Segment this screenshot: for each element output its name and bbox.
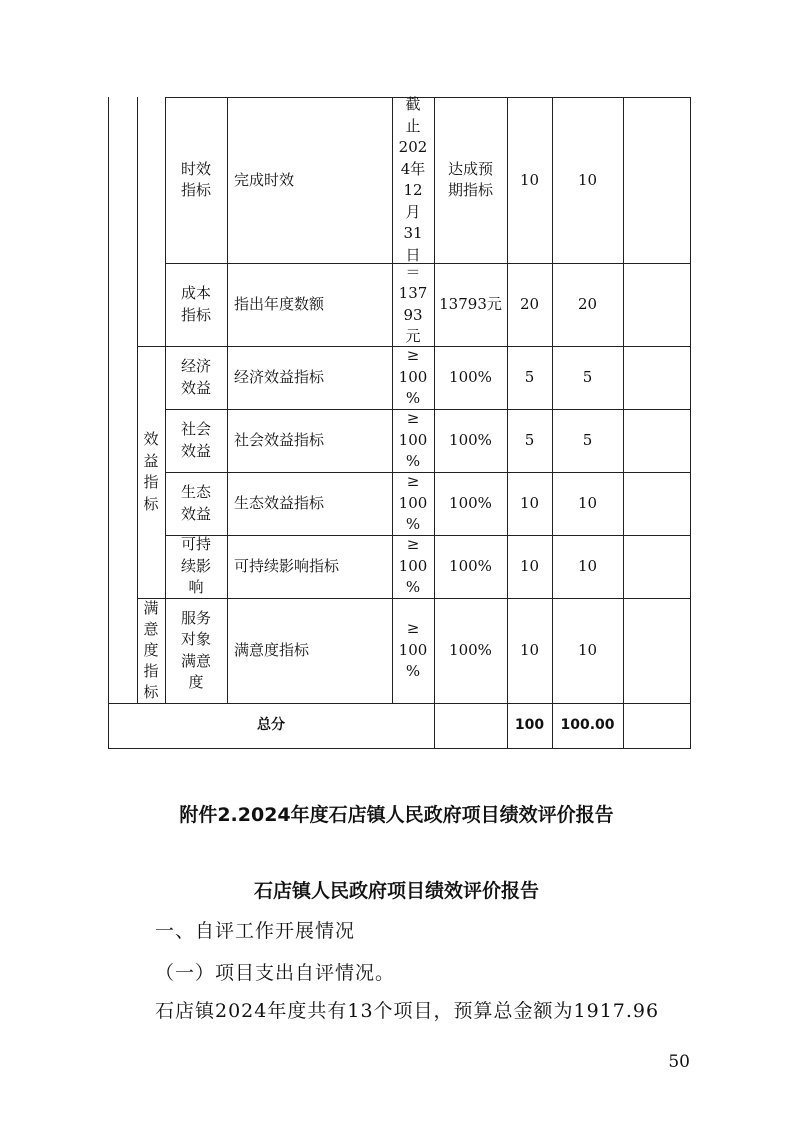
actual-value: 100% (449, 494, 492, 512)
secondary-indicator (165, 535, 227, 598)
weight-value: 10 (519, 557, 540, 575)
primary-indicator-char: 效 (143, 430, 159, 448)
secondary-indicator-line: 可持 (180, 535, 211, 554)
target-value-line: 100 (398, 493, 428, 512)
score-value: 5 (582, 431, 593, 449)
secondary-indicator (165, 472, 227, 535)
weight-value: 10 (519, 641, 540, 659)
target-value-line: 100 (398, 430, 428, 449)
secondary-indicator-line: 指标 (180, 181, 211, 199)
target-value-line: 元 (405, 327, 421, 345)
tertiary-indicator: 经济效益指标 (234, 368, 325, 386)
secondary-indicator-line: 指标 (180, 305, 211, 324)
section-heading: 一、自评工作开展情况 (155, 920, 356, 942)
target-value-line: 100 (398, 367, 428, 386)
weight-value: 10 (519, 494, 540, 512)
table-line (108, 748, 690, 749)
score-value: 10 (577, 494, 598, 512)
total-score: 100.00 (560, 717, 615, 733)
target-value (392, 409, 434, 472)
target-value-line: 4年 (400, 159, 426, 178)
total-weight: 100 (514, 717, 545, 733)
secondary-indicator-text (181, 419, 211, 462)
page-number: 50 (668, 1052, 690, 1072)
target-value-line: 日 (405, 245, 421, 264)
target-value-line: ＝ (405, 262, 421, 281)
secondary-indicator-line: 时效 (180, 159, 211, 178)
secondary-indicator (165, 409, 227, 472)
actual-value: 100% (449, 557, 492, 575)
weight-value: 20 (519, 295, 540, 313)
target-value-line: % (405, 515, 421, 534)
actual-value-line: 期指标 (447, 181, 493, 199)
tertiary-indicator: 满意度指标 (234, 641, 310, 659)
score-value: 20 (577, 295, 598, 313)
secondary-indicator-line: 生态 (180, 483, 211, 501)
secondary-indicator-line: 响 (188, 578, 204, 597)
secondary-indicator-line: 续影 (180, 556, 211, 575)
target-value-text (399, 534, 428, 599)
target-value (392, 263, 434, 346)
target-value-text (399, 408, 428, 473)
target-value-line: % (405, 452, 421, 471)
tertiary-indicator: 完成时效 (234, 170, 295, 189)
annex-heading: 附件2.2024年度石店镇人民政府项目绩效评价报告 (179, 804, 614, 826)
target-value-text (399, 262, 428, 348)
report-title: 石店镇人民政府项目绩效评价报告 (253, 880, 539, 902)
secondary-indicator-line: 效益 (180, 441, 211, 460)
target-value-line: 月 (405, 202, 421, 221)
secondary-indicator (165, 97, 227, 263)
subsection-heading: （一）项目支出自评情况。 (155, 962, 396, 984)
primary-indicator-char: 标 (143, 494, 159, 513)
primary-indicator-char: 指 (143, 662, 159, 680)
secondary-indicator-text (181, 534, 211, 599)
target-value-line: % (405, 662, 421, 681)
secondary-indicator-line: 对象 (180, 630, 211, 648)
secondary-indicator-text (181, 283, 211, 326)
target-value-line: ≥ (406, 472, 420, 491)
secondary-indicator-line: 经济 (180, 357, 211, 375)
target-value-line: 93 (403, 305, 423, 324)
secondary-indicator-line: 满意 (180, 651, 211, 670)
target-value-line: 截 (405, 95, 421, 113)
weight-value: 10 (519, 170, 540, 189)
weight-value: 5 (524, 368, 535, 386)
target-value-line: 202 (398, 138, 428, 156)
actual-value-text (448, 159, 493, 202)
actual-value: 100% (449, 431, 492, 449)
target-value-line: ≥ (406, 346, 420, 365)
score-value: 10 (577, 641, 598, 659)
table-line (690, 97, 691, 749)
actual-value: 100% (449, 641, 492, 659)
table-line (623, 97, 624, 749)
actual-value: 100% (449, 368, 492, 386)
secondary-indicator-line: 社会 (180, 420, 211, 438)
primary-indicator-char: 指 (143, 473, 159, 491)
tertiary-indicator: 社会效益指标 (234, 431, 325, 449)
actual-value: 13793元 (439, 295, 502, 313)
target-value-line: % (405, 389, 421, 408)
secondary-indicator-text (181, 159, 211, 202)
primary-indicator-char: 意 (143, 620, 159, 638)
score-value: 5 (582, 368, 593, 386)
body-paragraph: 石店镇2024年度共有13个项目，预算总金额为1917.96 (155, 1000, 660, 1022)
primary-indicator-benefit (137, 346, 165, 598)
target-value (392, 346, 434, 409)
target-value (392, 472, 434, 535)
target-value-text (399, 94, 428, 266)
target-value-text (399, 345, 428, 410)
secondary-indicator-line: 成本 (180, 284, 211, 302)
secondary-indicator-line: 效益 (180, 378, 211, 397)
secondary-indicator-line: 效益 (180, 504, 211, 523)
target-value-line: 12 (403, 181, 423, 199)
total-label: 总分 (257, 717, 285, 733)
secondary-indicator-text (181, 608, 211, 694)
tertiary-indicator: 可持续影响指标 (234, 557, 340, 575)
secondary-indicator (165, 263, 227, 346)
tertiary-indicator: 生态效益指标 (234, 494, 325, 512)
target-value-text (399, 618, 428, 683)
primary-indicator-char: 益 (143, 451, 159, 470)
primary-indicator-char: 度 (143, 641, 159, 659)
target-value (392, 97, 434, 263)
target-value-line: 137 (398, 284, 428, 302)
target-value (392, 535, 434, 598)
target-value-line: % (405, 578, 421, 597)
target-value-text (399, 471, 428, 536)
table-line (108, 97, 109, 749)
weight-value: 5 (524, 431, 535, 449)
secondary-indicator-text (181, 482, 211, 525)
target-value-line: ≥ (406, 535, 420, 554)
score-value: 10 (577, 557, 598, 575)
target-value-line: ≥ (406, 409, 420, 428)
target-value-line: 止 (405, 116, 421, 135)
primary-indicator-char: 标 (143, 683, 159, 701)
secondary-indicator-text (181, 356, 211, 399)
primary-indicator-char: 满 (143, 599, 159, 617)
tertiary-indicator: 指出年度数额 (234, 295, 325, 313)
score-value: 10 (577, 170, 598, 189)
target-value-line: 100 (398, 640, 428, 659)
target-value-line: 100 (398, 556, 428, 575)
secondary-indicator-line: 度 (188, 673, 204, 691)
target-value (392, 598, 434, 703)
primary-indicator-satisfaction (137, 598, 165, 703)
secondary-indicator-line: 服务 (180, 608, 211, 627)
target-value-line: ≥ (406, 619, 420, 638)
actual-value-line: 达成预 (447, 159, 493, 178)
target-value-line: 31 (403, 224, 423, 242)
secondary-indicator (165, 598, 227, 703)
secondary-indicator (165, 346, 227, 409)
actual-value (434, 97, 507, 263)
